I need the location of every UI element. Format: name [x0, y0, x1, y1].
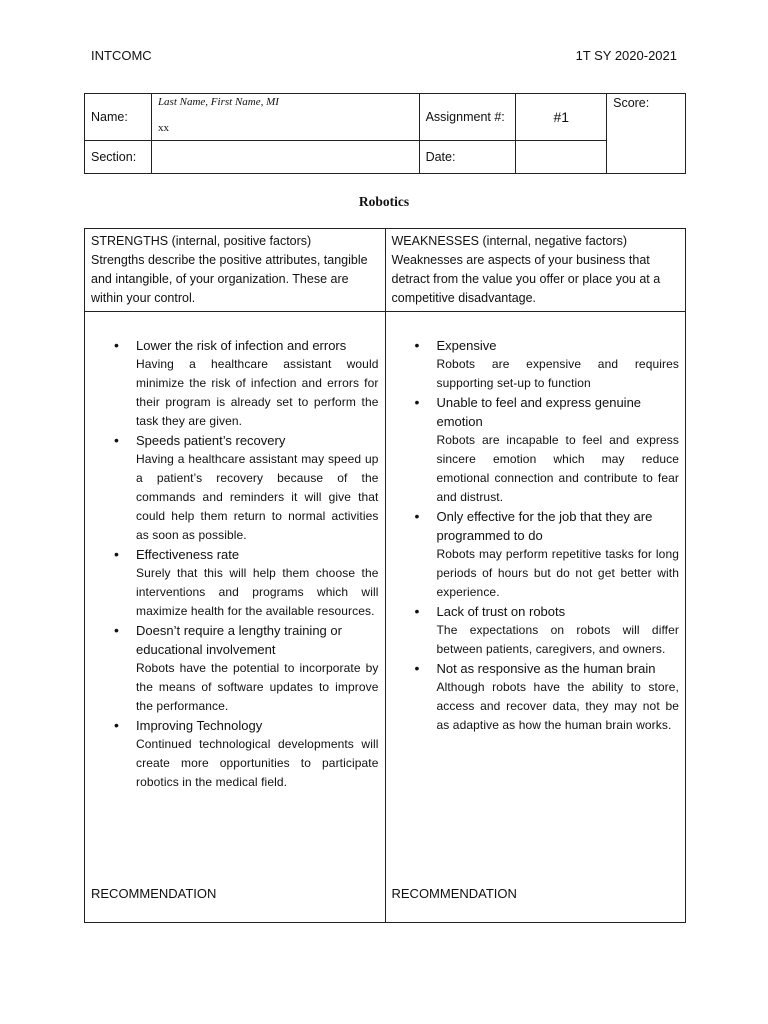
list-item [136, 336, 379, 431]
weaknesses-heading: WEAKNESSES [391, 234, 480, 248]
name-field[interactable] [151, 94, 419, 141]
name-format-hint: Last Name, First Name, MI [157, 96, 279, 108]
strength-point-title: • Effectiveness rate [136, 545, 379, 564]
list-item [437, 507, 680, 602]
weakness-point-title: • Expensive [437, 336, 680, 355]
weaknesses-list [392, 336, 680, 735]
list-item [136, 621, 379, 716]
weakness-point-text: Robots are expensive and requires supporting set-up to function [436, 357, 679, 390]
score-label: Score: [613, 96, 650, 110]
strengths-recommendation-label: RECOMMENDATION [91, 886, 217, 901]
strengths-heading: STRENGTHS [91, 234, 169, 248]
course-code: INTCOMC [91, 48, 152, 63]
weaknesses-header-cell [385, 229, 686, 312]
strength-point-title: • Lower the risk of infection and errors [136, 336, 379, 355]
assignment-number: #1 [516, 94, 607, 141]
weakness-point-text: Robots may perform repetitive tasks for long periods of hours but do not get better with experience. [436, 547, 679, 599]
weakness-point-title: • Not as responsive as the human brain [437, 659, 680, 678]
weakness-point-text: The expectations on robots will differ between patients, caregivers, and owners. [436, 623, 679, 656]
list-item [136, 431, 379, 545]
strength-point-title: • Speeds patient’s recovery [136, 431, 379, 450]
weakness-point-title: • Unable to feel and express genuine emotion [437, 393, 680, 431]
list-item [136, 545, 379, 621]
section-label: Section: [85, 141, 152, 174]
weakness-point-text: Although robots have the ability to store, access and recover data, they may not be as adaptive as how the human brain works. [436, 680, 679, 732]
student-info-table [84, 93, 686, 174]
name-value: xx [157, 122, 169, 134]
date-field[interactable] [516, 141, 607, 174]
list-item [437, 393, 680, 507]
strength-point-title: • Improving Technology [136, 716, 379, 735]
strengths-body-cell [85, 312, 386, 923]
document-title: Robotics [358, 194, 410, 209]
date-label: Date: [419, 141, 516, 174]
list-item [136, 716, 379, 792]
score-field[interactable] [607, 94, 686, 174]
strengths-list [91, 336, 379, 792]
strengths-header-cell [85, 229, 386, 312]
strength-point-text: Surely that this will help them choose the interventions and programs which will maximize health for the available resources. [136, 566, 379, 618]
weakness-point-text: Robots are incapable to feel and express sincere emotion which may reduce emotional connection and contribute to fear and distrust. [436, 433, 679, 504]
weaknesses-heading-note: (internal, negative factors) [479, 234, 628, 248]
weaknesses-description: Weaknesses are aspects of your business that detract from the value you offer or place you at a competitive disadvantage. [391, 253, 661, 305]
list-item [437, 659, 680, 735]
strengths-heading-note: (internal, positive factors) [168, 234, 312, 248]
strengths-description: Strengths describe the positive attributes, tangible and intangible, of your organization. These are within your control. [91, 253, 368, 305]
weakness-point-title: • Only effective for the job that they are programmed to do [437, 507, 680, 545]
list-item [437, 602, 680, 659]
name-label: Name: [85, 94, 152, 141]
swot-table [84, 228, 686, 923]
list-item [437, 336, 680, 393]
school-term: 1T SY 2020-2021 [575, 48, 677, 63]
strength-point-text: Having a healthcare assistant may speed up a patient’s recovery because of the commands and reminders it will give that could help them return to normal activities as soon as possible. [136, 452, 379, 542]
strength-point-text: Continued technological developments will create more opportunities to participate robotics in the medical field. [136, 737, 379, 789]
strength-point-text: Robots have the potential to incorporate by the means of software updates to improve the performance. [136, 661, 379, 713]
strength-point-title: • Doesn’t require a lengthy training or educational involvement [136, 621, 379, 659]
section-field[interactable] [151, 141, 419, 174]
strength-point-text: Having a healthcare assistant would minimize the risk of infection and errors for their program is already set to perform the task they are given. [136, 357, 379, 428]
weaknesses-recommendation-label: RECOMMENDATION [391, 886, 517, 901]
assignment-label: Assignment #: [419, 94, 516, 141]
weaknesses-body-cell [385, 312, 686, 923]
weakness-point-title: • Lack of trust on robots [437, 602, 680, 621]
